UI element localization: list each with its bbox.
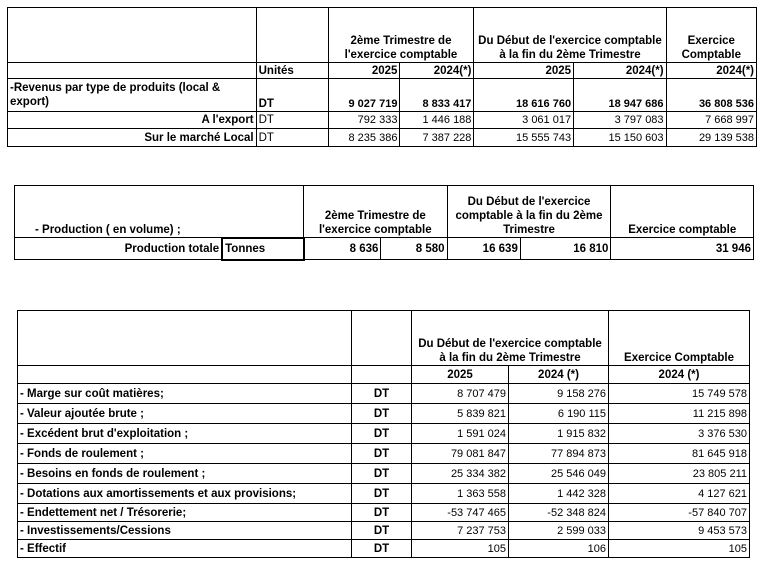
table-cell: 79 081 847 — [412, 444, 509, 464]
table-cell: -52 348 824 — [509, 504, 609, 522]
table-cell: 36 808 536 — [666, 79, 756, 112]
row-unit: DT — [352, 424, 412, 444]
units-spacer — [352, 311, 412, 366]
corner-cell-2 — [8, 63, 257, 79]
row-label: A l'export — [8, 112, 257, 129]
row-label: - Investissements/Cessions — [18, 522, 352, 540]
row-label: Production totale — [15, 238, 223, 260]
table-cell: 792 333 — [328, 112, 400, 129]
row-unit: DT — [352, 504, 412, 522]
table-cell: 9 158 276 — [509, 384, 609, 404]
row-unit: DT — [256, 129, 328, 147]
header-ytd: Du Début de l'exercice comptable à la fin du 2ème Trimestre — [447, 186, 611, 238]
header-fiscal-year: Exercice comptable — [611, 186, 754, 238]
row-label: - Fonds de roulement ; — [18, 444, 352, 464]
corner-cell-2 — [18, 366, 352, 384]
table-cell: 7 387 228 — [400, 129, 474, 147]
header-t2-quarter: 2ème Trimestre de l'exercice comptable — [328, 8, 474, 63]
table-cell: 7 668 997 — [666, 112, 756, 129]
table-cell: 15 150 603 — [574, 129, 666, 147]
table-cell: 1 446 188 — [400, 112, 474, 129]
units-spacer-2 — [352, 366, 412, 384]
table-cell: 106 — [509, 540, 609, 558]
year-header: 2024(*) — [400, 63, 474, 79]
row-unit: DT — [352, 540, 412, 558]
row-unit: DT — [256, 79, 328, 112]
table-cell: 8 636 — [304, 238, 381, 260]
header-ytd: Du Début de l'exercice comptable à la fin du 2ème Trimestre — [412, 311, 609, 366]
year-header: 2025 — [328, 63, 400, 79]
revenue-table — [7, 7, 757, 147]
units-header: Unités — [256, 63, 328, 79]
table-cell: 1 915 832 — [509, 424, 609, 444]
row-label: - Excédent brut d'exploitation ; — [18, 424, 352, 444]
table-cell: 7 237 753 — [412, 522, 509, 540]
table-cell: 23 805 211 — [609, 464, 750, 484]
table-cell: 3 376 530 — [609, 424, 750, 444]
row-unit: Tonnes — [222, 238, 303, 260]
corner-cell — [18, 311, 352, 366]
table-cell: 8 707 479 — [412, 384, 509, 404]
corner-cell — [8, 8, 257, 63]
table-cell: 15 555 743 — [474, 129, 574, 147]
table-cell: 6 190 115 — [509, 404, 609, 424]
table-cell: 18 947 686 — [574, 79, 666, 112]
table-cell: 3 061 017 — [474, 112, 574, 129]
row-label: Sur le marché Local — [8, 129, 257, 147]
table-cell: 8 235 386 — [328, 129, 400, 147]
production-title: - Production ( en volume) ; — [15, 186, 304, 238]
table-cell: 105 — [609, 540, 750, 558]
row-unit: DT — [352, 444, 412, 464]
row-label: -Revenus par type de produits (local & export) — [8, 79, 257, 112]
year-header: 2025 — [412, 366, 509, 384]
row-unit: DT — [256, 112, 328, 129]
production-table — [14, 185, 754, 261]
table-cell: -53 747 465 — [412, 504, 509, 522]
table-cell: 8 580 — [381, 238, 447, 260]
table-cell: -57 840 707 — [609, 504, 750, 522]
row-unit: DT — [352, 384, 412, 404]
header-t2-quarter: 2ème Trimestre de l'exercice comptable — [304, 186, 448, 238]
table-cell: 25 546 049 — [509, 464, 609, 484]
table-cell: 105 — [412, 540, 509, 558]
table-cell: 31 946 — [611, 238, 754, 260]
table-cell: 25 334 382 — [412, 464, 509, 484]
row-label: - Valeur ajoutée brute ; — [18, 404, 352, 424]
row-unit: DT — [352, 464, 412, 484]
table-cell: 1 591 024 — [412, 424, 509, 444]
financial-indicators-table — [17, 310, 750, 558]
table-cell: 77 894 873 — [509, 444, 609, 464]
table-cell: 16 639 — [447, 238, 520, 260]
table-cell: 3 797 083 — [574, 112, 666, 129]
table-cell: 8 833 417 — [400, 79, 474, 112]
row-label: - Besoins en fonds de roulement ; — [18, 464, 352, 484]
table-cell: 1 442 328 — [509, 484, 609, 504]
table-cell: 2 599 033 — [509, 522, 609, 540]
row-label: - Marge sur coût matières; — [18, 384, 352, 404]
row-label: - Endettement net / Trésorerie; — [18, 504, 352, 522]
table-cell: 81 645 918 — [609, 444, 750, 464]
row-unit: DT — [352, 404, 412, 424]
year-header: 2024(*) — [574, 63, 666, 79]
table-cell: 18 616 760 — [474, 79, 574, 112]
header-fiscal-year: Exercice Comptable — [666, 8, 756, 63]
table-cell: 9 453 573 — [609, 522, 750, 540]
units-spacer — [256, 8, 328, 63]
header-ytd: Du Début de l'exercice comptable à la fin du 2ème Trimestre — [474, 8, 666, 63]
table-cell: 15 749 578 — [609, 384, 750, 404]
row-label: - Effectif — [18, 540, 352, 558]
row-unit: DT — [352, 484, 412, 504]
table-cell: 5 839 821 — [412, 404, 509, 424]
row-unit: DT — [352, 522, 412, 540]
year-header: 2025 — [474, 63, 574, 79]
year-header: 2024 (*) — [609, 366, 750, 384]
table-cell: 11 215 898 — [609, 404, 750, 424]
table-cell: 9 027 719 — [328, 79, 400, 112]
table-cell: 4 127 621 — [609, 484, 750, 504]
year-header: 2024(*) — [666, 63, 756, 79]
table-cell: 29 139 538 — [666, 129, 756, 147]
year-header: 2024 (*) — [509, 366, 609, 384]
row-label: - Dotations aux amortissements et aux provisions; — [18, 484, 352, 504]
header-fiscal-year: Exercice Comptable — [609, 311, 750, 366]
table-cell: 16 810 — [520, 238, 611, 260]
table-cell: 1 363 558 — [412, 484, 509, 504]
